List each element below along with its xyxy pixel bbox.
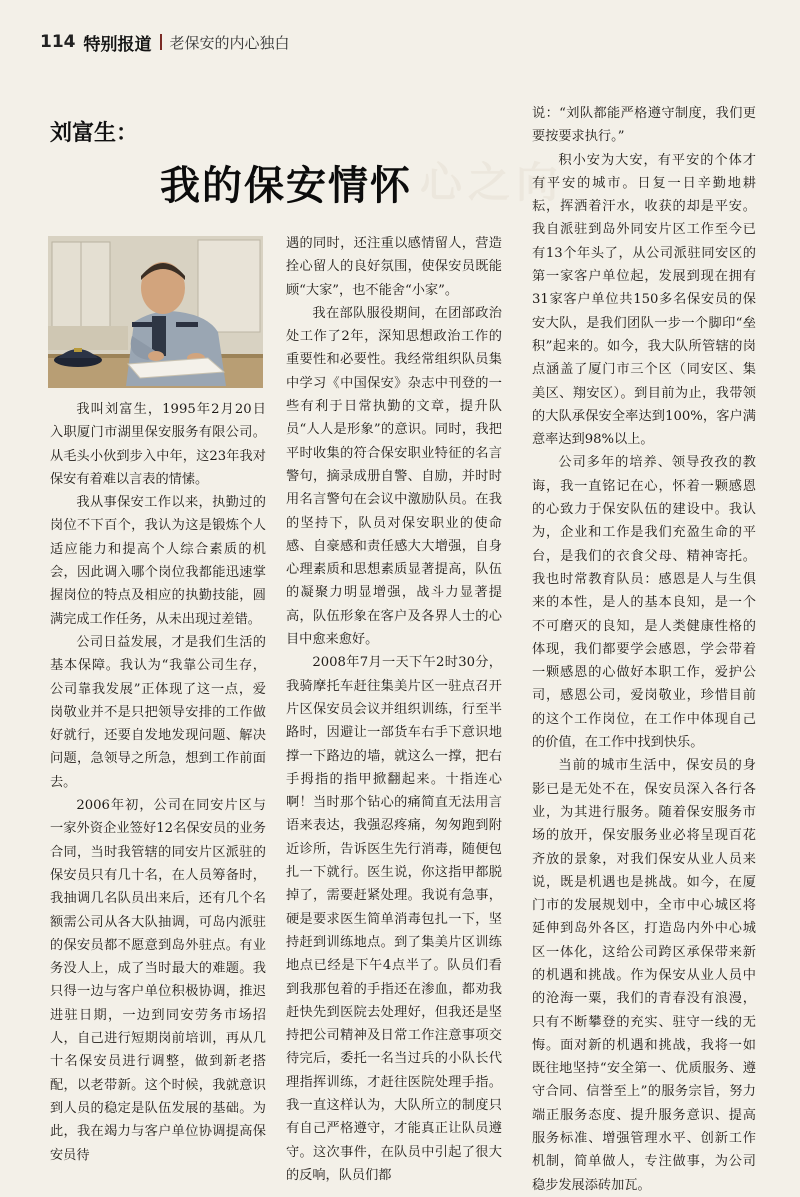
article-column-3 [532,102,756,1197]
author-photo-illustration [48,236,263,388]
paragraph: 公司日益发展，才是我们生活的基本保障。我认为“我靠公司生存，公司靠我发展”正体现了这一点，爱岗敬业并不是只把领导安排的工作做好就行，还要自发地发现问题、解决问题，急领导之所急，想到工作前面去。 [50,634,266,790]
section-name: 特别报道 [83,34,152,55]
article-column-1 [50,398,266,1167]
paragraph: 2006年初，公司在同安片区与一家外资企业签好12名保安员的业务合同，当时我管辖的同安片区派驻的保安员只有几十名，在人员筹备时，我抽调几名队员出来后，还有几个名额需公司从各大队抽调，可岛内派驻的保安员都不愿意到岛外驻点。有业务没人上，成了当时最大的难题。我只得一边与客户单位积极协调，推迟进驻日期，一边到同安劳务市场招人，自己进行短期岗前培训，再从几十名保安员进行调整，做到新老搭配，以老带新。这个时候，我就意识到人员的稳定是队伍发展的基础。为此，我在竭力与客户单位协调提高保安员待 [50,798,266,1163]
paragraph: 积小安为大安，有平安的个体才有平安的城市。日复一日辛勤地耕耘，挥洒着汗水，收获的却是平安。我自派驻到岛外同安片区工作至今已有13个年头了，从公司派驻同安区的第一家客户单位起，发展到现在拥有31家客户单位共150多名保安员的保安大队，是我们团队一步一个脚印“垒积”起来的。如今，我大队所管辖的岗点涵盖了厦门市三个区（同安区、集美区、翔安区）。到目前为止，我带领的大队承保安全率达到100%，客户满意率达到98%以上。 [532,152,756,448]
author-photo [48,236,263,388]
subsection-name: 老保安的内心独白 [169,33,290,52]
paragraph: 2008年7月一天下午2时30分，我骑摩托车赶往集美片区一驻点召开片区保安员会议并组织训练，行至半路时，因避让一部货车右手下意识地撑一下路边的墙，就这么一撑，把右手拇指的指甲掀翻起来。十指连心啊！当时那个钻心的痛简直无法用言语来表达，我强忍疼痛，匆匆跑到附近诊所，告诉医生先行消毒，随便包扎一下就行。医生说，你这指甲都脱掉了，需要赶紧处理。我说有急事，硬是要求医生简单消毒包扎一下，坚持赶到训练地点。到了集美片区训练地点已经是下午4点半了。队员们看到我那包着的手指还在渗血，都劝我赶快先到医院去处理好，但我还是坚持把公司精神及日常工作注意事项交待完后，委托一名当过兵的小队长代理指挥训练，才赶往医院处理手指。我一直这样认为，大队所立的制度只有自己严格遵守，才能真正让队员遵守。这次事件，在队员中引起了很大的反响，队员们都 [286,655,502,1183]
page-number: 114 [40,32,76,52]
background-watermark: 心之向 [420,158,565,207]
article-column-2 [286,232,502,1187]
paragraph: 公司多年的培养、领导孜孜的教诲，我一直铭记在心，怀着一颗感恩的心致力于保安队伍的建设中。我认为，企业和工作是我们充盈生命的平台，是我们的衣食父母、精神寄托。我也时常教育队员：感恩是人与生俱来的本性，是人的基本良知，是一个不可磨灭的良知，是人类健康性格的体现，我们都要学会感恩，学会带着一颗感恩的心做好本职工作，爱护公司，感恩公司，爱岗敬业，珍惜目前的这个工作岗位，在工作中体现自己的价值，在工作中找到快乐。 [532,455,756,751]
paragraph: 遇的同时，还注重以感情留人，营造拴心留人的良好氛围，使保安员既能顾“大家”，也不能舍“小家”。 [286,236,502,298]
paragraph: 我从事保安工作以来，执勤过的岗位不下百个，我认为这是锻炼个人适应能力和提高个人综合素质的机会，因此调入哪个岗位我都能迅速掌握岗位的特点及相应的执勤技能，圆满完成工作任务，从未出现过差错。 [50,495,266,627]
page-header [40,30,290,54]
paragraph: 说：“刘队都能严格遵守制度，我们更要按要求执行。” [532,106,756,145]
header-divider [160,34,162,50]
paragraph: 当前的城市生活中，保安员的身影已是无处不在，保安员深入各行各业，为其进行服务。随着保安服务市场的放开，保安服务业必将呈现百花齐放的景象，对我们保安从业人员来说，既是机遇也是挑战。如今，在厦门市的发展规划中，全市中心城区将延伸到岛外各区，打造岛内外中心城区一体化，这给公司跨区承保带来新的机遇和挑战。作为保安从业人员中的沧海一粟，我们的青春没有浪漫，只有不断攀登的充实、驻守一线的无悔。面对新的机遇和挑战，我将一如既往地坚持“安全第一、优质服务、遵守合同、信誉至上”的服务宗旨，努力端正服务态度、提升服务意识、提高服务标准、增强管理水平、创新工作机制，简单做人，专注做事，为公司稳步发展添砖加瓦。 [532,758,756,1193]
article-author: 刘富生： [50,121,139,146]
article-title: 我的保安情怀 [160,163,412,209]
paragraph: 我叫刘富生，1995年2月20日入职厦门市湖里保安服务有限公司。从毛头小伙到步入中年，这23年我对保安有着难以言表的情愫。 [50,402,266,487]
paragraph: 我在部队服役期间，在团部政治处工作了2年，深知思想政治工作的重要性和必要性。我经常组织队员集中学习《中国保安》杂志中刊登的一些有利于日常执勤的文章，提升队员“人人是形象”的意识。同时，我把平时收集的符合保安职业特征的名言警句，摘录成册自警、自励，并时时用名言警句在会议中激励队员。在我的坚持下，队员对保安职业的使命感、自豪感和责任感大大增强，自身心理素质和思想素质显著提高，队伍的凝聚力明显增强，战斗力显著提高，队伍形象在客户及各界人士的心目中愈来愈好。 [286,305,502,648]
